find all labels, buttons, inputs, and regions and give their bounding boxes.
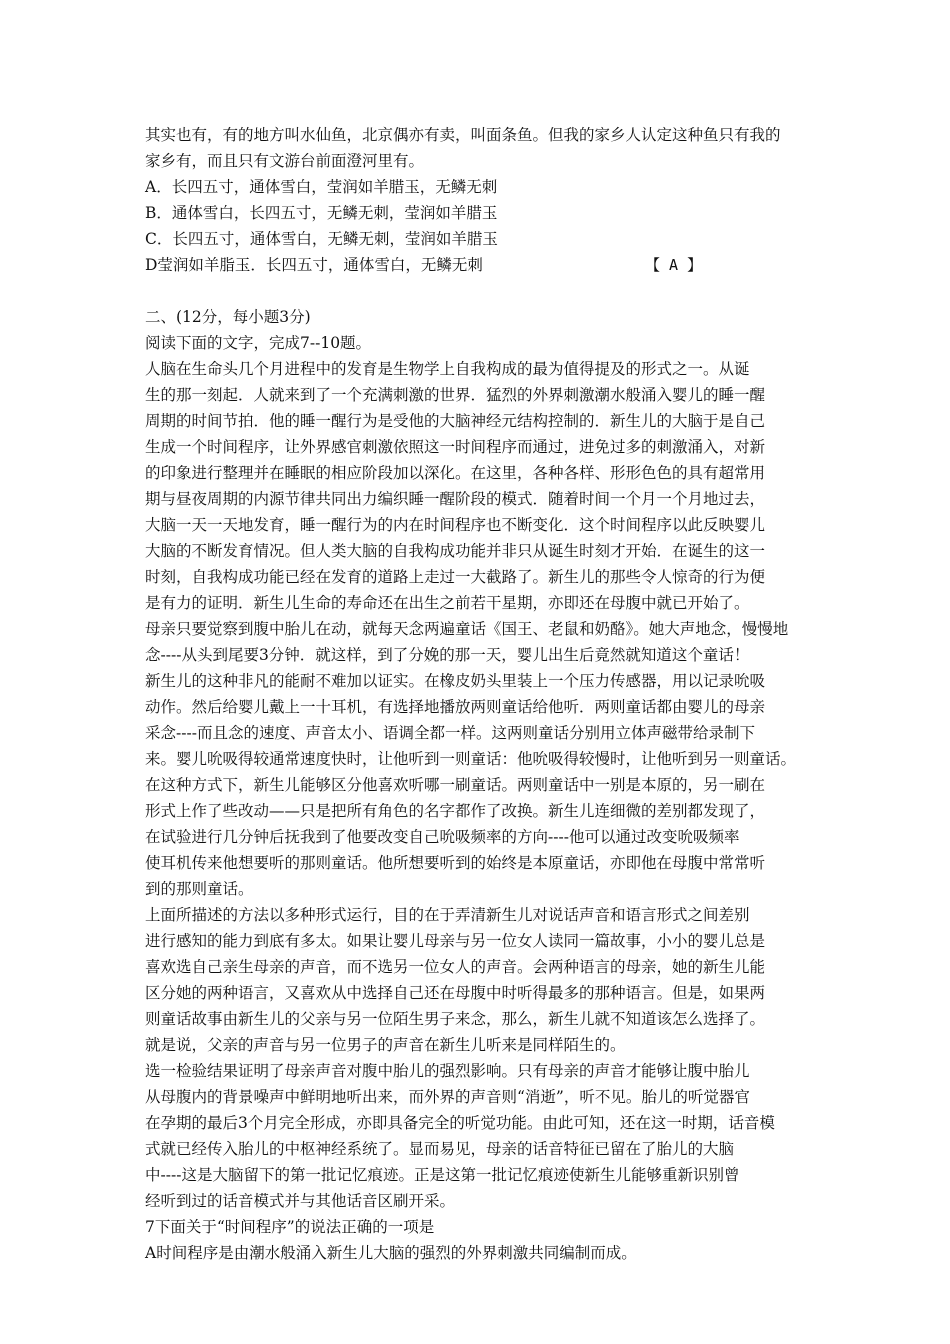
answer-bracket: 【 A 】 — [645, 256, 703, 274]
passage-line: 则童话故事由新生儿的父亲与另一位陌生男子来念，那么，新生儿就不知道该怎么选择了。 — [145, 1010, 766, 1028]
passage-line: 从母腹内的背景噪声中鲜明地听出来，而外界的声音则“消逝”，听不见。胎儿的听觉器官 — [145, 1088, 750, 1106]
section-heading: 二、(12分，每小题3分) — [145, 308, 311, 326]
passage-line: 动作。然后给婴儿戴上一十耳机，有选择地播放两则童话给他听．两则童话都由婴儿的母亲 — [145, 698, 766, 716]
passage-line: 生成一个时间程序，让外界感官刺激依照这一时间程序而通过，进免过多的刺激涌入，对新 — [145, 438, 766, 456]
question-7: 7下面关于“时间程序”的说法正确的一项是 — [145, 1218, 435, 1236]
passage-line: 生的那一刻起．人就来到了一个充满刺激的世界．猛烈的外界刺激潮水般涌入婴儿的睡一醒 — [145, 386, 766, 404]
passage-line: 进行感知的能力到底有多太。如果让婴儿母亲与另一位女人读同一篇故事，小小的婴儿总是 — [145, 932, 766, 950]
document-text — [145, 122, 825, 1266]
text-line: 家乡有，而且只有文游台前面澄河里有。 — [145, 152, 425, 170]
passage-line: 周期的时间节拍．他的睡一醒行为是受他的大脑神经元结构控制的．新生儿的大脑于是自己 — [145, 412, 766, 430]
passage-line: 经听到过的话音模式并与其他话音区刷开采。 — [145, 1192, 456, 1210]
passage-line: 母亲只要觉察到腹中胎儿在动，就每天念两遍童话《国王、老鼠和奶酪》。她大声地念，慢慢地 — [145, 620, 789, 638]
section-instruction: 阅读下面的文字，完成7--10题。 — [145, 334, 372, 352]
passage-line: 在孕期的最后3个月完全形成，亦即具备完全的听觉功能。由此可知，还在这一时期，话音模 — [145, 1114, 775, 1132]
passage-line: 到的那则童话。 — [145, 880, 254, 898]
passage-line: 期与昼夜周期的内源节律共同出力编织睡一醒阶段的模式．随着时间一个月一个月地过去， — [145, 490, 766, 508]
option-a: A．长四五寸，通体雪白，莹润如羊腊玉，无鳞无刺 — [145, 178, 498, 196]
passage-line: 式就已经传入胎儿的中枢神经系统了。显而易见，母亲的话音特征已留在了胎儿的大脑 — [145, 1140, 735, 1158]
passage-line: 就是说，父亲的声音与另一位男子的声音在新生儿听来是同样陌生的。 — [145, 1036, 626, 1054]
option-d: D莹润如羊脂玉．长四五寸，通体雪白，无鳞无刺 — [145, 256, 483, 274]
passage-line: 采念----而且念的速度、声音太小、语调全都一样。这两则童话分别用立体声磁带给录制下 — [145, 724, 755, 742]
passage-line: 新生儿的这种非凡的能耐不难加以证实。在橡皮奶头里装上一个压力传感器，用以记录吮吸 — [145, 672, 766, 690]
passage-line: 使耳机传来他想要听的那则童话。他所想要听到的始终是本原童话，亦即他在母腹中常常听 — [145, 854, 766, 872]
passage-line: 在试验进行几分钟后抚我到了他要改变自己吮吸频率的方向----他可以通过改变吮吸频率 — [145, 828, 740, 846]
passage-line: 区分她的两种语言，又喜欢从中选择自己还在母腹中时听得最多的那种语言。但是，如果两 — [145, 984, 766, 1002]
passage-line: 的印象进行整理并在睡眠的相应阶段加以深化。在这里，各种各样、形形色色的具有超常用 — [145, 464, 766, 482]
text-line: 其实也有，有的地方叫水仙鱼，北京偶亦有卖，叫面条鱼。但我的家乡人认定这种鱼只有我的 — [145, 126, 781, 144]
passage-line: 中----这是大脑留下的第一批记忆痕迹。正是这第一批记忆痕迹使新生儿能够重新识别曾 — [145, 1166, 740, 1184]
passage-line: 在这种方式下，新生儿能够区分他喜欢听哪一刷童话。两则童话中一别是本原的，另一刷在 — [145, 776, 766, 794]
passage-line: 选一检验结果证明了母亲声音对腹中胎儿的强烈影响。只有母亲的声音才能够让腹中胎儿 — [145, 1062, 750, 1080]
passage-line: 上面所描述的方法以多种形式运行，目的在于弄清新生儿对说话声音和语言形式之间差别 — [145, 906, 750, 924]
passage-line: 时刻，自我构成功能已经在发育的道路上走过一大截路了。新生儿的那些令人惊奇的行为便 — [145, 568, 766, 586]
spacer — [145, 278, 825, 304]
passage-line: 大脑一天一天地发育，睡一醒行为的内在时间程序也不断变化．这个时间程序以此反映婴儿 — [145, 516, 766, 534]
passage-line: 大脑的不断发育情况。但人类大脑的自我构成功能并非只从诞生时刻才开始．在诞生的这一 — [145, 542, 766, 560]
passage-line: 来。婴儿吮吸得较通常速度快时，让他听到一则童话：他吮吸得较慢时，让他听到另一则童话。 — [145, 750, 797, 768]
question-7-option-a: A时间程序是由潮水般涌入新生儿大脑的强烈的外界刺激共同编制而成。 — [145, 1244, 637, 1262]
option-b: B．通体雪白，长四五寸，无鳞无刺，莹润如羊腊玉 — [145, 204, 498, 222]
passage-line: 是有力的证明．新生儿生命的寿命还在出生之前若干星期，亦即还在母腹中就已开始了。 — [145, 594, 750, 612]
passage-line: 喜欢选自己亲生母亲的声音，而不选另一位女人的声音。会两种语言的母亲，她的新生儿能 — [145, 958, 766, 976]
passage-line: 形式上作了些改动——只是把所有角色的名字都作了改换。新生儿连细微的差别都发现了， — [145, 802, 766, 820]
passage-line: 念----从头到尾要3分钟．就这样，到了分娩的那一天，婴儿出生后竟然就知道这个童话！ — [145, 646, 750, 664]
passage-line: 人脑在生命头几个月进程中的发育是生物学上自我构成的最为值得提及的形式之一。从诞 — [145, 360, 750, 378]
option-c: C．长四五寸，通体雪白，无鳞无刺，莹润如羊腊玉 — [145, 230, 498, 248]
option-d-row — [145, 252, 825, 278]
